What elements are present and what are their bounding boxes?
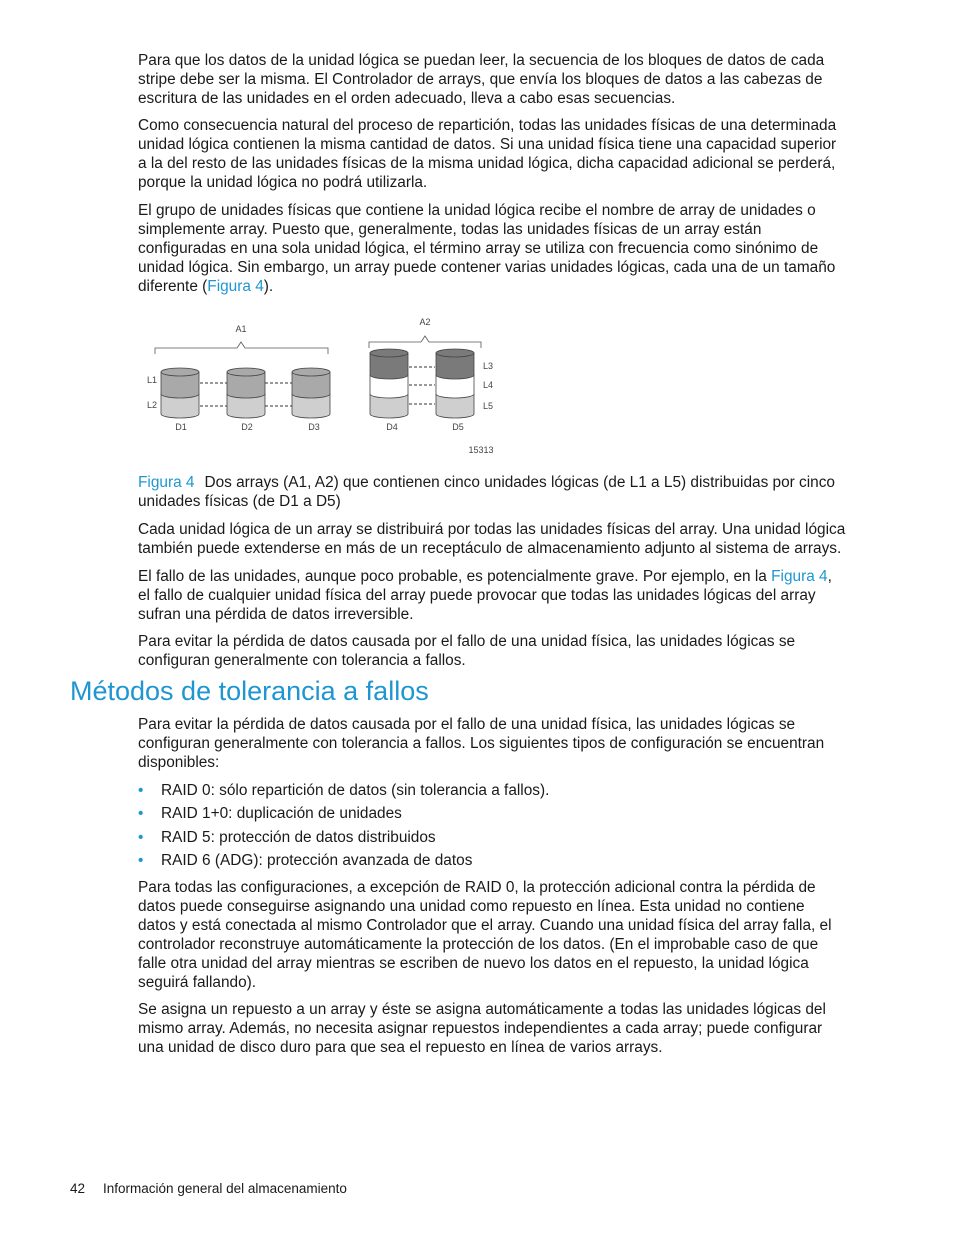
label-l3: L3 xyxy=(483,361,494,371)
paragraph-logical-unit-read: Para que los datos de la unidad lógica se puedan leer, la secuencia de los bloques de datos de cada stripe debe ser la misma. El Controlador de arrays, que envía los bloques de datos a las cabezas de escritura de las unidades en el orden adecuado, lleva a cabo esas secuencias. xyxy=(138,52,825,107)
figure-caption-text: Dos arrays (A1, A2) que contienen cinco unidades lógicas (de L1 a L5) distribuidas por cinco unidades físicas (de D1 a D5) xyxy=(138,474,835,510)
figure-4-link[interactable]: Figura 4 xyxy=(771,568,828,585)
paragraph-online-spare: Para todas las configuraciones, a excepción de RAID 0, la protección adicional contra la pérdida de datos puede conseguirse asignando una unidad como repuesto en línea. Esta unidad no contiene datos y está conectada al mismo Controlador que el array. Cuando una unidad física del array falla, el controlador reconstruye automáticamente la protección de los datos. (En el improbable caso de que falle otra unidad del array mientras se escriben de nuevo los datos en el repuesto, la unidad lógica seguirá fallando). xyxy=(138,879,832,991)
array-a2-brace xyxy=(369,336,481,348)
list-item xyxy=(138,851,846,870)
bullet-icon: • xyxy=(138,805,144,823)
paragraph-distribution: Cada unidad lógica de un array se distribuirá por todas las unidades físicas del array. Una unidad lógica también puede extenderse en más de un receptáculo de almacenamiento adjunto al sistema de arrays. xyxy=(138,521,846,557)
paragraph-text: , el fallo de cualquier unidad física del array puede provocar que todas las unidades lógicas del array sufran una pérdida de datos irreversible. xyxy=(138,568,832,623)
drive-d4 xyxy=(370,349,408,418)
label-l1: L1 xyxy=(147,375,158,385)
label-l4: L4 xyxy=(483,380,494,390)
list-item xyxy=(138,781,846,800)
figure-number: Figura 4 xyxy=(138,474,195,491)
figure-4-diagram xyxy=(138,308,558,460)
paragraph-spare-assignment: Se asigna un repuesto a un array y éste se asigna automáticamente a todas las unidades lógicas del mismo array. Además, no necesita asignar repuestos independientes a cada array; puede configurar una unidad de disco duro para que sea el repuesto en línea de varios arrays. xyxy=(138,1001,826,1056)
raid-list xyxy=(138,781,846,875)
bullet-icon: • xyxy=(138,852,144,870)
label-d4: D4 xyxy=(386,422,398,432)
paragraph-text: El grupo de unidades físicas que contiene la unidad lógica recibe el nombre de array de unidades o simplemente array. Puesto que, generalmente, todas las unidades físicas de un array están configuradas en una sola unidad lógica, el término array se utiliza con frecuencia como sinónimo de unidad lógica. Sin embargo, un array puede contener varias unidades lógicas, cada una de un tamaño diferente ( xyxy=(138,202,836,295)
list-item-text: RAID 0: sólo repartición de datos (sin tolerancia a fallos). xyxy=(161,782,550,799)
bullet-icon: • xyxy=(138,828,144,846)
list-item-text: RAID 1+0: duplicación de unidades xyxy=(161,805,402,823)
label-a2: A2 xyxy=(419,317,431,327)
label-l5: L5 xyxy=(483,401,494,411)
footer-section-title: Información general del almacenamiento xyxy=(103,1181,347,1196)
bullet-icon: • xyxy=(138,782,144,799)
page-footer xyxy=(70,1180,347,1198)
paragraph-drive-failure xyxy=(138,567,846,624)
list-item-text: RAID 6 (ADG): protección avanzada de datos xyxy=(161,852,473,870)
label-l2: L2 xyxy=(147,400,158,410)
drive-d2 xyxy=(227,368,265,418)
drive-d5 xyxy=(436,349,474,418)
paragraph-fault-tolerance: Para evitar la pérdida de datos causada por el fallo de una unidad física, las unidades lógicas se configuran generalmente con tolerancia a fallos. xyxy=(138,633,796,669)
label-d3: D3 xyxy=(308,422,320,432)
paragraph-text: El fallo de las unidades, aunque poco probable, es potencialmente grave. Por ejemplo, en la xyxy=(138,568,772,585)
section-heading: Métodos de tolerancia a fallos xyxy=(70,676,429,706)
figure-caption xyxy=(138,473,846,511)
paragraph-text: ). xyxy=(263,278,274,295)
paragraph-config-intro: Para evitar la pérdida de datos causada por el fallo de una unidad física, las unidades lógicas se configuran generalmente con tolerancia a fallos. Los siguientes tipos de configuración se encuentran disponibles: xyxy=(138,716,825,771)
drive-d3 xyxy=(292,368,330,418)
drive-d1 xyxy=(161,368,199,418)
page-number: 42 xyxy=(70,1181,86,1196)
label-d2: D2 xyxy=(241,422,253,432)
list-item xyxy=(138,804,846,823)
figure-4-link[interactable]: Figura 4 xyxy=(207,278,264,295)
label-a1: A1 xyxy=(235,324,247,334)
label-d1: D1 xyxy=(175,422,187,432)
list-item xyxy=(138,828,846,847)
label-d5: D5 xyxy=(452,422,464,432)
paragraph-drive-array xyxy=(138,201,846,296)
list-item-text: RAID 5: protección de datos distribuidos xyxy=(161,828,436,846)
array-a1-brace xyxy=(155,342,328,354)
paragraph-striping-capacity: Como consecuencia natural del proceso de repartición, todas las unidades físicas de una determinada unidad lógica contienen la misma cantidad de datos. Si una unidad física tiene una capacidad superior a la del resto de las unidades físicas de la misma unidad lógica, dicha capacidad adicional se perderá, porque la unidad lógica no podrá utilizarla. xyxy=(138,117,837,191)
figure-id: 15313 xyxy=(468,445,494,455)
